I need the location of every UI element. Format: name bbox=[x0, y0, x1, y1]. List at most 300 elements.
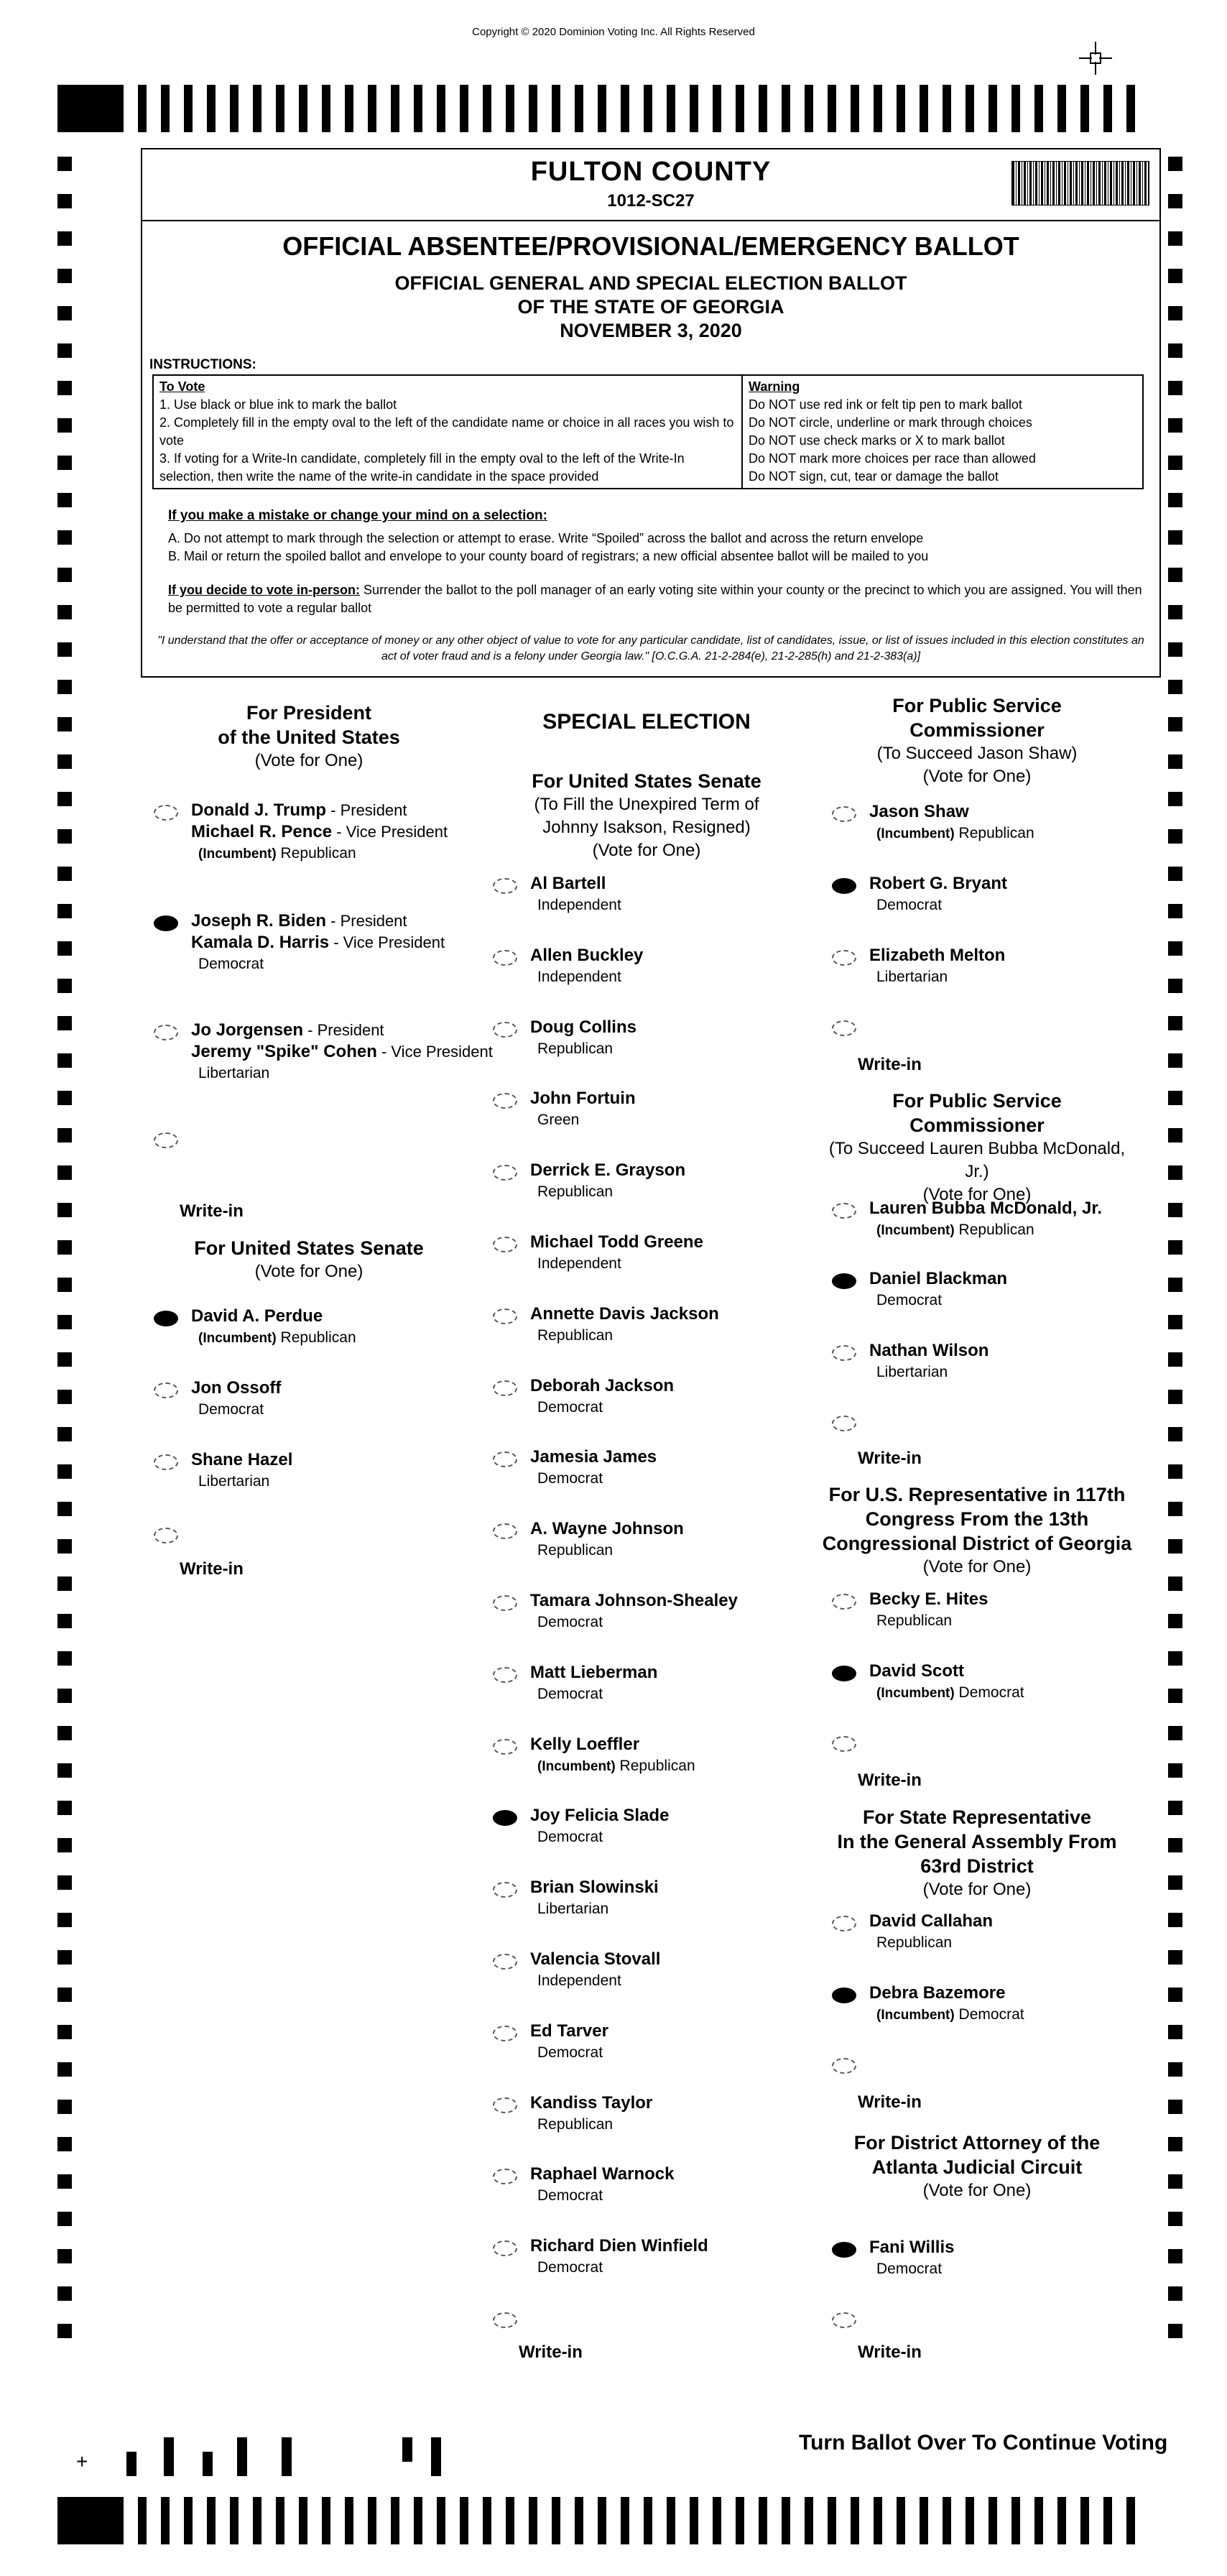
candidate-name: Jon Ossoff bbox=[191, 1378, 282, 1398]
candidate-choice[interactable] bbox=[832, 1268, 1162, 1314]
timing-mark bbox=[57, 1913, 72, 1927]
ballot-title: OFFICIAL ABSENTEE/PROVISIONAL/EMERGENCY BALLOT bbox=[282, 231, 1019, 261]
candidate-name: Daniel Blackman bbox=[869, 1269, 1008, 1288]
timing-mark bbox=[598, 85, 606, 132]
candidate-name bbox=[191, 1019, 384, 1042]
timing-mark bbox=[988, 85, 997, 132]
vote-oval[interactable] bbox=[832, 1988, 856, 2003]
vote-for-one: (Vote for One) bbox=[922, 1557, 1032, 1576]
candidate-choice[interactable] bbox=[832, 944, 1162, 990]
vote-oval[interactable] bbox=[154, 1528, 178, 1543]
registration-plus: + bbox=[76, 2450, 88, 2473]
timing-mark bbox=[57, 418, 72, 433]
party-label: (Incumbent) Democrat bbox=[876, 2006, 1024, 2023]
timing-mark bbox=[161, 2497, 170, 2544]
party-label: (Incumbent) Republican bbox=[198, 1329, 356, 1346]
timing-mark bbox=[460, 2497, 468, 2544]
timing-mark bbox=[57, 269, 72, 283]
ballot-subtitle bbox=[142, 272, 1159, 343]
vote-oval[interactable] bbox=[493, 1308, 517, 1324]
timing-mark bbox=[506, 2497, 514, 2544]
timing-mark bbox=[920, 85, 928, 132]
mistake-heading: If you make a mistake or change your mind on a selection: bbox=[168, 508, 547, 523]
party-label: Republican bbox=[537, 1326, 614, 1344]
candidate-name: Debra Bazemore bbox=[869, 1983, 1006, 2003]
vote-oval[interactable] bbox=[493, 1165, 517, 1181]
candidate-choice[interactable] bbox=[493, 2020, 823, 2066]
candidate-choice[interactable] bbox=[493, 1518, 823, 1564]
timing-mark bbox=[57, 1726, 72, 1740]
candidate-choice[interactable] bbox=[154, 1449, 484, 1495]
vote-oval[interactable] bbox=[493, 950, 517, 966]
running-mate-name bbox=[191, 931, 445, 954]
vote-oval[interactable] bbox=[832, 1345, 856, 1361]
timing-mark bbox=[57, 2497, 124, 2544]
timing-mark bbox=[1168, 2062, 1182, 2077]
county-name: FULTON COUNTY bbox=[530, 157, 772, 187]
vote-oval[interactable] bbox=[832, 1666, 856, 1681]
candidate-choice[interactable] bbox=[493, 872, 823, 918]
timing-mark bbox=[690, 85, 698, 132]
write-in-choice[interactable] bbox=[832, 2052, 1047, 2081]
timing-mark bbox=[1168, 2025, 1182, 2039]
vote-oval[interactable] bbox=[832, 806, 856, 822]
vote-oval[interactable] bbox=[154, 1382, 178, 1398]
candidate-choice[interactable] bbox=[154, 1377, 484, 1423]
turn-ballot-over-note: Turn Ballot Over To Continue Voting bbox=[799, 2431, 1168, 2455]
timing-mark bbox=[57, 1988, 72, 2002]
timing-mark bbox=[1168, 1651, 1182, 1666]
timing-mark bbox=[184, 2497, 193, 2544]
timing-mark bbox=[1168, 1838, 1182, 1852]
timing-mark bbox=[1168, 1576, 1182, 1591]
barcode bbox=[1011, 161, 1149, 206]
role-label: - Vice President bbox=[332, 823, 448, 841]
role-label: - President bbox=[326, 912, 407, 930]
timing-mark bbox=[57, 1390, 72, 1404]
incumbent-marker: (Incumbent) bbox=[876, 826, 955, 841]
vote-oval[interactable] bbox=[832, 1203, 856, 1219]
warning-item: Do NOT sign, cut, tear or damage the ballot bbox=[749, 469, 999, 484]
race-title: For District Attorney of the bbox=[853, 2132, 1101, 2153]
timing-mark bbox=[1168, 754, 1182, 769]
candidate-name: Elizabeth Melton bbox=[869, 946, 1006, 965]
write-in-choice[interactable] bbox=[493, 2307, 708, 2335]
write-in-label: Write-in bbox=[858, 2092, 922, 2112]
timing-mark bbox=[391, 2497, 399, 2544]
vote-oval[interactable] bbox=[493, 1022, 517, 1038]
candidate-name: Michael Todd Greene bbox=[530, 1232, 703, 1252]
vote-oval[interactable] bbox=[493, 1451, 517, 1467]
vote-oval[interactable] bbox=[154, 1025, 178, 1040]
vote-oval[interactable] bbox=[832, 1020, 856, 1036]
timing-mark bbox=[322, 2497, 330, 2544]
vote-oval[interactable] bbox=[832, 2312, 856, 2328]
timing-mark bbox=[1168, 1278, 1182, 1292]
timing-mark bbox=[1168, 306, 1182, 320]
timing-mark bbox=[575, 85, 583, 132]
timing-mark bbox=[1057, 85, 1066, 132]
timing-mark bbox=[414, 2497, 422, 2544]
candidate-choice[interactable] bbox=[493, 1804, 823, 1850]
timing-mark bbox=[667, 2497, 675, 2544]
timing-mark bbox=[1168, 1016, 1182, 1030]
vote-oval[interactable] bbox=[493, 1380, 517, 1396]
vice-president-name: Kamala D. Harris bbox=[191, 933, 330, 952]
vote-for-one: (Vote for One) bbox=[592, 841, 701, 860]
role-label: - Vice President bbox=[376, 1043, 493, 1061]
vote-oval[interactable] bbox=[832, 878, 856, 894]
in-person-heading: If you decide to vote in-person: bbox=[168, 583, 361, 597]
vote-oval[interactable] bbox=[832, 1273, 856, 1289]
candidate-name: Kelly Loeffler bbox=[530, 1734, 640, 1754]
scan-mark bbox=[126, 2452, 136, 2476]
vote-for-one: (Vote for One) bbox=[922, 767, 1032, 786]
candidate-choice[interactable] bbox=[493, 1446, 823, 1492]
candidate-choice[interactable] bbox=[493, 1948, 823, 1994]
timing-mark bbox=[1168, 1165, 1182, 1180]
race-title: Atlanta Judicial Circuit bbox=[871, 2156, 1083, 2178]
candidate-choice[interactable] bbox=[832, 1910, 1162, 1956]
in-person-section bbox=[168, 581, 1145, 617]
vote-oval[interactable] bbox=[493, 1523, 517, 1539]
timing-mark bbox=[57, 1651, 72, 1666]
timing-mark bbox=[345, 85, 353, 132]
write-in-label: Write-in bbox=[180, 1201, 244, 1221]
candidate-name: Al Bartell bbox=[530, 874, 606, 893]
timing-mark bbox=[828, 2497, 836, 2544]
scan-mark bbox=[431, 2437, 441, 2476]
timing-mark bbox=[805, 85, 813, 132]
write-in-choice[interactable] bbox=[154, 1127, 369, 1155]
to-vote-heading: To Vote bbox=[159, 379, 205, 394]
race-title: For Public Service bbox=[892, 1090, 1062, 1112]
candidate-choice[interactable] bbox=[832, 2236, 1162, 2282]
timing-mark bbox=[1011, 2497, 1020, 2544]
candidate-choice[interactable] bbox=[493, 1231, 823, 1277]
candidate-choice[interactable] bbox=[832, 1588, 1162, 1634]
vote-oval[interactable] bbox=[832, 950, 856, 966]
timing-mark bbox=[57, 1614, 72, 1628]
party-label: Democrat bbox=[537, 1685, 603, 1702]
race-header-psc-mcdonald bbox=[819, 1089, 1135, 1206]
party-label: Democrat bbox=[537, 1614, 603, 1630]
party-label: Independent bbox=[537, 968, 621, 985]
vote-oval[interactable] bbox=[493, 2169, 517, 2184]
race-header-us-rep bbox=[819, 1482, 1135, 1579]
timing-mark bbox=[851, 85, 859, 132]
race-title: In the General Assembly From bbox=[837, 1831, 1117, 1852]
timing-mark bbox=[1168, 1091, 1182, 1105]
timing-mark bbox=[161, 85, 170, 132]
candidate-choice[interactable] bbox=[493, 1016, 823, 1062]
mistake-instruction-b: B. Mail or return the spoiled ballot and envelope to your county board of registrars; a new official absentee ballot will be mailed to you bbox=[168, 549, 929, 563]
candidate-name: Nathan Wilson bbox=[869, 1341, 989, 1360]
candidate-choice[interactable] bbox=[493, 944, 823, 990]
timing-mark bbox=[690, 2497, 698, 2544]
candidate-choice[interactable] bbox=[154, 799, 484, 864]
timing-mark bbox=[414, 85, 422, 132]
race-header-district-attorney bbox=[819, 2130, 1135, 2202]
timing-mark bbox=[1168, 1427, 1182, 1441]
write-in-choice[interactable] bbox=[832, 1730, 1047, 1759]
candidate-choice[interactable] bbox=[832, 1339, 1162, 1385]
timing-mark bbox=[1168, 194, 1182, 208]
candidate-name: Raphael Warnock bbox=[530, 2164, 675, 2184]
vote-oval[interactable] bbox=[493, 2240, 517, 2256]
scan-mark bbox=[402, 2437, 412, 2462]
candidate-choice[interactable] bbox=[832, 1660, 1162, 1706]
candidate-name: Brian Slowinski bbox=[530, 1878, 659, 1898]
party-label: Democrat bbox=[537, 1398, 603, 1416]
candidate-choice[interactable] bbox=[493, 1733, 823, 1779]
race-header-psc-shaw bbox=[819, 693, 1135, 788]
race-header-special-senate bbox=[503, 769, 790, 862]
timing-mark bbox=[57, 2249, 72, 2263]
timing-mark bbox=[299, 2497, 307, 2544]
candidate-choice[interactable] bbox=[493, 2092, 823, 2138]
warning-item: Do NOT circle, underline or mark through choices bbox=[749, 415, 1032, 430]
president-name: Donald J. Trump bbox=[191, 800, 327, 820]
timing-mark bbox=[1168, 1464, 1182, 1479]
timing-mark bbox=[483, 85, 491, 132]
warning-section bbox=[743, 376, 1142, 488]
timing-mark bbox=[598, 2497, 606, 2544]
candidate-choice[interactable] bbox=[493, 1375, 823, 1421]
vote-oval[interactable] bbox=[493, 1954, 517, 1970]
timing-mark bbox=[1168, 642, 1182, 657]
timing-mark bbox=[1168, 1128, 1182, 1142]
write-in-choice[interactable] bbox=[832, 2307, 1047, 2335]
timing-mark bbox=[437, 85, 445, 132]
party-label: Democrat bbox=[537, 2044, 603, 2061]
vote-oval[interactable] bbox=[493, 1093, 517, 1109]
scan-mark bbox=[237, 2437, 247, 2476]
candidate-name: John Fortuin bbox=[530, 1089, 636, 1109]
candidate-choice[interactable] bbox=[493, 1589, 823, 1635]
vote-oval[interactable] bbox=[154, 1454, 178, 1470]
candidate-choice[interactable] bbox=[493, 1661, 823, 1707]
party-label: Republican bbox=[876, 1612, 953, 1629]
timing-mark bbox=[57, 1689, 72, 1703]
timing-mark bbox=[368, 2497, 376, 2544]
write-in-choice[interactable] bbox=[154, 1522, 369, 1551]
vote-oval[interactable] bbox=[832, 2058, 856, 2074]
to-vote-step: 2. Completely fill in the empty oval to the left of the candidate name or choice in all races you wish to vote bbox=[159, 415, 734, 448]
timing-mark bbox=[230, 2497, 239, 2544]
timing-mark bbox=[1034, 2497, 1043, 2544]
party-label: Democrat bbox=[198, 956, 264, 972]
vote-oval[interactable] bbox=[832, 1594, 856, 1610]
candidate-name: Kandiss Taylor bbox=[530, 2092, 653, 2113]
vote-oval[interactable] bbox=[154, 1311, 178, 1326]
race-subtitle: Johnny Isakson, Resigned) bbox=[542, 818, 751, 837]
timing-mark bbox=[1168, 568, 1182, 582]
vote-oval[interactable] bbox=[493, 1882, 517, 1898]
vote-oval[interactable] bbox=[832, 1416, 856, 1431]
to-vote-step: 1. Use black or blue ink to mark the ballot bbox=[159, 397, 397, 412]
timing-mark bbox=[1168, 418, 1182, 433]
vote-oval[interactable] bbox=[832, 1916, 856, 1931]
scan-mark bbox=[203, 2452, 213, 2476]
timing-mark bbox=[57, 1427, 72, 1441]
timing-mark bbox=[57, 157, 72, 171]
party-label: Democrat bbox=[876, 897, 943, 913]
timing-mark bbox=[57, 1352, 72, 1367]
timing-mark bbox=[644, 85, 652, 132]
timing-mark bbox=[759, 85, 767, 132]
timing-mark bbox=[851, 2497, 859, 2544]
candidate-choice[interactable] bbox=[832, 800, 1162, 846]
timing-mark bbox=[276, 85, 284, 132]
timing-mark bbox=[57, 1203, 72, 1217]
vote-oval[interactable] bbox=[493, 1595, 517, 1611]
timing-mark bbox=[667, 85, 675, 132]
race-title: Congressional District of Georgia bbox=[822, 1533, 1132, 1554]
vote-oval[interactable] bbox=[493, 878, 517, 894]
in-person-text: Surrender the ballot to the poll manager of an early voting site within your county or the precinct to which you are assigned. You will then be permitted to vote a regular ballot bbox=[168, 583, 1142, 615]
timing-mark bbox=[184, 85, 193, 132]
timing-mark bbox=[1168, 269, 1182, 283]
timing-mark bbox=[57, 493, 72, 507]
candidate-name: A. Wayne Johnson bbox=[530, 1519, 684, 1539]
timing-mark bbox=[57, 680, 72, 694]
incumbent-marker: (Incumbent) bbox=[876, 1686, 955, 1701]
race-title: Congress From the 13th bbox=[865, 1508, 1089, 1530]
vote-oval[interactable] bbox=[154, 1132, 178, 1148]
timing-mark bbox=[57, 2286, 72, 2301]
timing-mark bbox=[1168, 1988, 1182, 2002]
timing-mark bbox=[57, 792, 72, 806]
vote-oval[interactable] bbox=[493, 1667, 517, 1683]
special-election-heading: SPECIAL ELECTION bbox=[542, 710, 751, 734]
timing-mark bbox=[253, 2497, 261, 2544]
timing-mark bbox=[1168, 2100, 1182, 2114]
timing-mark bbox=[57, 568, 72, 582]
race-title: For President bbox=[246, 702, 372, 724]
timing-mark bbox=[874, 2497, 882, 2544]
candidate-choice[interactable] bbox=[154, 1019, 493, 1084]
vote-oval[interactable] bbox=[493, 1237, 517, 1252]
candidate-choice[interactable] bbox=[154, 1305, 484, 1351]
party-label: Democrat bbox=[537, 1470, 603, 1487]
candidate-choice[interactable] bbox=[832, 1982, 1162, 2028]
to-vote-step: 3. If voting for a Write-In candidate, completely fill in the empty oval to the left of the Write-In selection, then write the name of the write-in candidate in the space provided bbox=[159, 451, 685, 484]
vote-for-one: (Vote for One) bbox=[254, 1262, 364, 1281]
timing-mark bbox=[805, 2497, 813, 2544]
ballot-header bbox=[141, 148, 1161, 678]
timing-mark bbox=[138, 85, 147, 132]
candidate-name: Derrick E. Grayson bbox=[530, 1160, 686, 1181]
vote-oval[interactable] bbox=[493, 1739, 517, 1755]
candidate-choice[interactable] bbox=[493, 1087, 823, 1133]
timing-mark bbox=[897, 85, 905, 132]
voter-fraud-notice: "I understand that the offer or acceptance of money or any other object of value to vote for any particular candidate, list of candidates, issue, or list of issues included in this election constitutes an act of voter fraud and is a felony under Georgia law." [O.C.G.A. 21-2-284(e), 21-2-285(h) and 21-2-383(a)] bbox=[157, 634, 1144, 663]
party-label: Libertarian bbox=[198, 1065, 270, 1081]
timing-mark bbox=[57, 605, 72, 619]
timing-mark bbox=[1168, 157, 1182, 171]
warning-item: Do NOT mark more choices per race than allowed bbox=[749, 451, 1036, 466]
timing-mark bbox=[828, 85, 836, 132]
race-title: of the United States bbox=[218, 726, 400, 748]
timing-mark bbox=[1168, 2286, 1182, 2301]
candidate-choice[interactable] bbox=[493, 2163, 823, 2209]
candidate-choice[interactable] bbox=[832, 1197, 1162, 1243]
candidate-name: Jamesia James bbox=[530, 1447, 657, 1467]
timing-mark bbox=[483, 2497, 491, 2544]
candidate-choice[interactable] bbox=[154, 910, 484, 974]
timing-mark bbox=[1168, 1352, 1182, 1367]
timing-mark bbox=[230, 85, 239, 132]
candidate-choice[interactable] bbox=[493, 1159, 823, 1205]
timing-mark bbox=[575, 2497, 583, 2544]
vote-oval[interactable] bbox=[493, 2312, 517, 2328]
candidate-choice[interactable] bbox=[493, 1876, 823, 1922]
vote-oval[interactable] bbox=[832, 2242, 856, 2258]
timing-mark bbox=[1168, 1502, 1182, 1516]
timing-mark bbox=[57, 2100, 72, 2114]
timing-marks-top bbox=[57, 85, 1135, 132]
timing-mark bbox=[1168, 1240, 1182, 1255]
timing-mark bbox=[57, 1240, 72, 1255]
timing-mark bbox=[57, 2324, 72, 2338]
party-label: Libertarian bbox=[198, 1473, 270, 1490]
candidate-choice[interactable] bbox=[493, 2235, 823, 2281]
timing-mark bbox=[1168, 1763, 1182, 1778]
candidate-name: David A. Perdue bbox=[191, 1306, 323, 1326]
timing-mark bbox=[57, 381, 72, 395]
vote-oval[interactable] bbox=[154, 805, 178, 821]
write-in-choice[interactable] bbox=[832, 1015, 1047, 1043]
vote-oval[interactable] bbox=[493, 2097, 517, 2113]
vote-oval[interactable] bbox=[832, 1736, 856, 1752]
scan-mark bbox=[164, 2437, 174, 2476]
timing-mark bbox=[1168, 941, 1182, 956]
timing-mark bbox=[1103, 85, 1112, 132]
write-in-choice[interactable] bbox=[832, 1410, 1047, 1439]
role-label: - Vice President bbox=[329, 933, 445, 951]
vote-oval[interactable] bbox=[493, 1810, 517, 1826]
timing-mark bbox=[57, 979, 72, 993]
candidate-name: Becky E. Hites bbox=[869, 1589, 988, 1609]
vote-oval[interactable] bbox=[493, 2026, 517, 2041]
party-label: (Incumbent) Republican bbox=[876, 825, 1034, 841]
candidate-choice[interactable] bbox=[832, 872, 1162, 918]
race-header-state-rep bbox=[819, 1805, 1135, 1901]
party-label: Independent bbox=[537, 897, 621, 913]
party-label: Republican bbox=[876, 1934, 953, 1951]
timing-mark bbox=[1168, 2324, 1182, 2338]
timing-mark bbox=[1168, 456, 1182, 470]
party-label: Independent bbox=[537, 1255, 621, 1272]
timing-mark bbox=[57, 1091, 72, 1105]
vote-oval[interactable] bbox=[154, 915, 178, 931]
timing-mark bbox=[57, 231, 72, 246]
party-label: (Incumbent) Democrat bbox=[876, 1684, 1024, 1701]
timing-mark bbox=[57, 1464, 72, 1479]
party-label: Independent bbox=[537, 1972, 621, 1989]
timing-mark bbox=[1168, 680, 1182, 694]
candidate-choice[interactable] bbox=[493, 1303, 823, 1349]
timing-mark bbox=[736, 85, 744, 132]
party-label: Libertarian bbox=[876, 969, 948, 985]
timing-mark bbox=[57, 456, 72, 470]
timing-mark bbox=[1168, 979, 1182, 993]
party-label: Libertarian bbox=[537, 1901, 609, 1918]
party-label: Democrat bbox=[537, 2259, 603, 2276]
timing-mark bbox=[57, 1502, 72, 1516]
timing-mark bbox=[1168, 1390, 1182, 1404]
